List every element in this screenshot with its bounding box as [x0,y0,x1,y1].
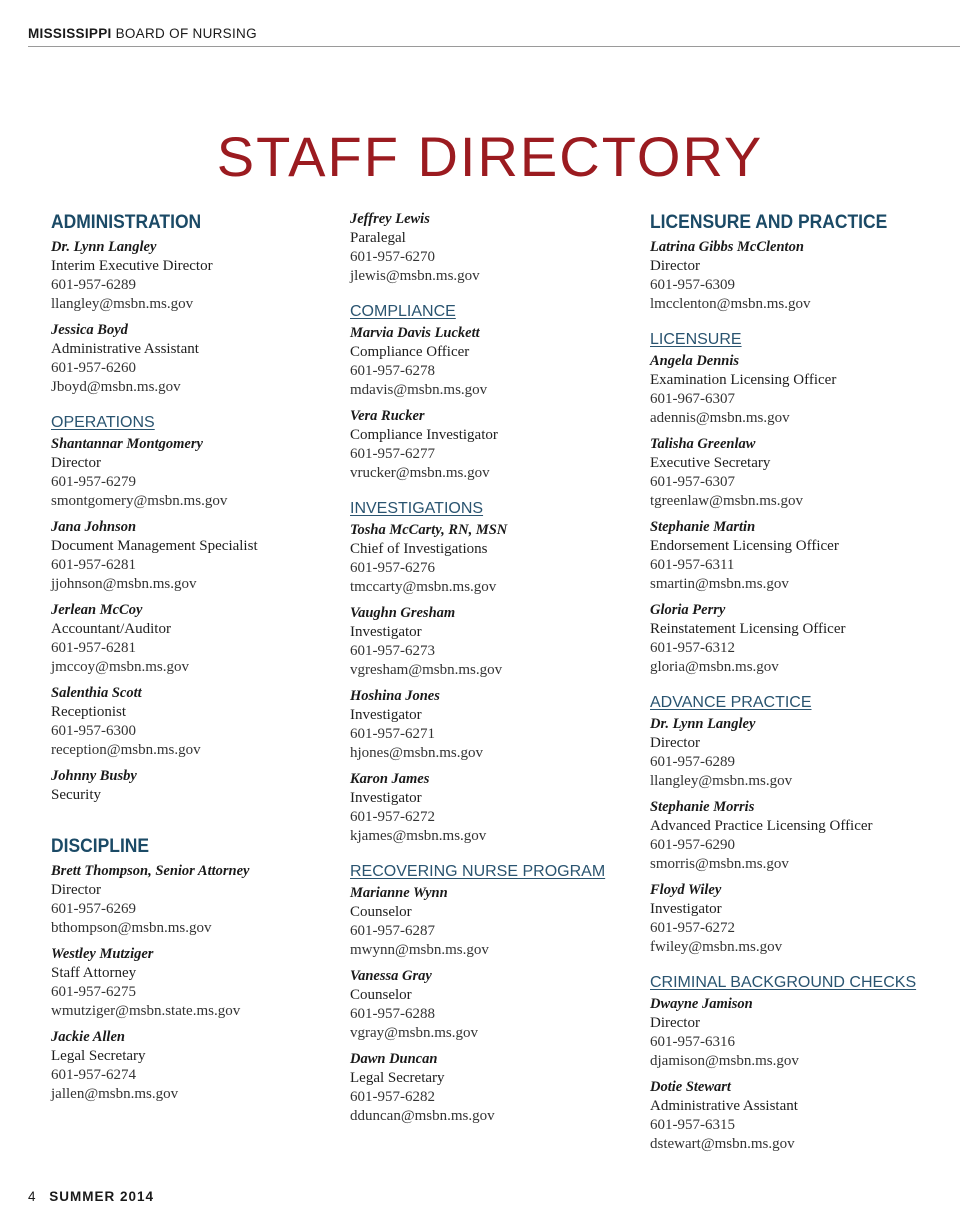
staff-phone: 601-957-6279 [51,474,136,490]
directory-section [350,210,640,286]
staff-email: jallen@msbn.ms.gov [51,1086,179,1102]
staff-email: smorris@msbn.ms.gov [650,856,789,872]
staff-role: Staff Attorney [51,965,137,981]
masthead [0,0,960,47]
staff-name: Jerlean McCoy [51,602,143,618]
staff-entry [51,601,341,677]
subsection-heading: INVESTIGATIONS [350,500,484,517]
staff-phone: 601-957-6315 [650,1117,735,1133]
staff-entry [350,210,640,286]
brand-bold: MISSISSIPPI [28,26,112,41]
staff-name: Jana Johnson [51,519,137,535]
subsection-heading: RECOVERING NURSE PROGRAM [350,863,606,880]
staff-name: Westley Mutziger [51,946,154,962]
staff-name: Salenthia Scott [51,685,142,701]
staff-entry [650,518,950,594]
staff-entry [350,967,640,1043]
staff-role: Counselor [350,987,412,1003]
staff-role: Executive Secretary [650,455,771,471]
staff-role: Security [51,787,101,803]
staff-name: Johnny Busby [51,768,137,784]
staff-phone: 601-967-6307 [650,391,735,407]
staff-entry [650,881,950,957]
staff-email: adennis@msbn.ms.gov [650,410,790,426]
staff-role: Advanced Practice Licensing Officer [650,818,873,834]
directory-section [51,210,341,397]
staff-role: Interim Executive Director [51,258,213,274]
staff-email: vgray@msbn.ms.gov [350,1025,478,1041]
staff-name: Talisha Greenlaw [650,436,756,452]
directory-column-1 [51,210,341,1111]
directory-section [650,972,950,1154]
staff-phone: 601-957-6282 [350,1089,435,1105]
staff-email: tgreenlaw@msbn.ms.gov [650,493,803,509]
staff-role: Chief of Investigations [350,541,488,557]
staff-role: Investigator [650,901,722,917]
staff-email: tmccarty@msbn.ms.gov [350,579,497,595]
staff-name: Marvia Davis Luckett [350,325,480,341]
staff-email: gloria@msbn.ms.gov [650,659,779,675]
staff-name: Dawn Duncan [350,1051,438,1067]
staff-entry [51,862,341,938]
staff-email: dduncan@msbn.ms.gov [350,1108,495,1124]
staff-entry [350,521,640,597]
staff-entry [650,352,950,428]
staff-name: Jackie Allen [51,1029,125,1045]
staff-entry [51,767,341,805]
staff-role: Paralegal [350,230,406,246]
staff-name: Karon James [350,771,430,787]
staff-name: Vera Rucker [350,408,425,424]
page-number: 4 [28,1189,36,1204]
staff-name: Gloria Perry [650,602,726,618]
staff-entry [51,518,341,594]
staff-role: Director [51,455,101,471]
staff-email: mwynn@msbn.ms.gov [350,942,489,958]
staff-phone: 601-957-6309 [650,277,735,293]
staff-phone: 601-957-6288 [350,1006,435,1022]
staff-name: Stephanie Martin [650,519,756,535]
staff-phone: 601-957-6316 [650,1034,735,1050]
staff-email: lmcclenton@msbn.ms.gov [650,296,811,312]
staff-phone: 601-957-6270 [350,249,435,265]
staff-email: hjones@msbn.ms.gov [350,745,483,761]
staff-entry [650,601,950,677]
staff-role: Counselor [350,904,412,920]
directory-section [350,301,640,483]
staff-role: Director [51,882,101,898]
staff-email: fwiley@msbn.ms.gov [650,939,783,955]
staff-entry [350,770,640,846]
brand-rest: BOARD OF NURSING [115,26,257,41]
staff-email: mdavis@msbn.ms.gov [350,382,488,398]
staff-email: llangley@msbn.ms.gov [51,296,194,312]
staff-entry [51,238,341,314]
issue-label: SUMMER 2014 [49,1189,155,1204]
staff-role: Director [650,258,700,274]
staff-role: Compliance Officer [350,344,470,360]
staff-phone: 601-957-6281 [51,557,136,573]
staff-role: Reinstatement Licensing Officer [650,621,846,637]
directory-section [650,329,950,677]
staff-name: Hoshina Jones [350,688,440,704]
staff-entry [51,945,341,1021]
staff-role: Compliance Investigator [350,427,498,443]
staff-phone: 601-957-6311 [650,557,735,573]
staff-name: Floyd Wiley [650,882,722,898]
staff-entry [350,1050,640,1126]
staff-role: Endorsement Licensing Officer [650,538,839,554]
staff-phone: 601-957-6307 [650,474,735,490]
staff-email: wmutziger@msbn.state.ms.gov [51,1003,241,1019]
directory-column-2 [350,210,640,1133]
staff-email: bthompson@msbn.ms.gov [51,920,212,936]
page-title: STAFF DIRECTORY [216,125,764,188]
staff-phone: 601-957-6287 [350,923,435,939]
staff-entry [51,1028,341,1104]
staff-role: Legal Secretary [51,1048,146,1064]
staff-entry [350,884,640,960]
staff-name: Dr. Lynn Langley [650,716,756,732]
staff-phone: 601-957-6278 [350,363,435,379]
directory-section [51,412,341,805]
staff-phone: 601-957-6300 [51,723,136,739]
staff-role: Investigator [350,624,422,640]
section-heading: DISCIPLINE [51,836,150,857]
staff-role: Director [650,735,700,751]
staff-name: Marianne Wynn [350,885,448,901]
staff-entry [650,995,950,1071]
staff-name: Dwayne Jamison [650,996,753,1012]
staff-entry [650,238,950,314]
staff-name: Shantannar Montgomery [51,436,203,452]
staff-name: Latrina Gibbs McClenton [650,239,804,255]
staff-name: Stephanie Morris [650,799,755,815]
staff-name: Angela Dennis [650,353,740,369]
staff-entry [350,407,640,483]
staff-phone: 601-957-6289 [51,277,136,293]
staff-phone: 601-957-6277 [350,446,435,462]
staff-phone: 601-957-6271 [350,726,435,742]
staff-name: Tosha McCarty, RN, MSN [350,522,508,538]
subsection-heading: OPERATIONS [51,414,155,431]
directory-section [650,210,950,314]
staff-role: Accountant/Auditor [51,621,171,637]
staff-phone: 601-957-6272 [350,809,435,825]
staff-email: kjames@msbn.ms.gov [350,828,487,844]
subsection-heading: ADVANCE PRACTICE [650,694,812,711]
staff-role: Receptionist [51,704,126,720]
page-footer [28,1189,154,1204]
staff-role: Director [650,1015,700,1031]
staff-role: Administrative Assistant [51,341,199,357]
subsection-heading: COMPLIANCE [350,303,456,320]
directory-section [350,498,640,846]
subsection-heading: CRIMINAL BACKGROUND CHECKS [650,974,917,991]
staff-phone: 601-957-6290 [650,837,735,853]
staff-role: Document Management Specialist [51,538,258,554]
staff-name: Dotie Stewart [650,1079,731,1095]
staff-email: Jboyd@msbn.ms.gov [51,379,181,395]
staff-role: Investigator [350,790,422,806]
staff-phone: 601-957-6275 [51,984,136,1000]
staff-phone: 601-957-6272 [650,920,735,936]
directory-section [350,861,640,1126]
section-heading: ADMINISTRATION [51,212,202,233]
staff-phone: 601-957-6312 [650,640,735,656]
directory-section [650,692,950,957]
staff-email: smartin@msbn.ms.gov [650,576,789,592]
staff-entry [51,684,341,760]
staff-name: Vanessa Gray [350,968,432,984]
staff-name: Dr. Lynn Langley [51,239,157,255]
staff-name: Jessica Boyd [51,322,128,338]
staff-name: Jeffrey Lewis [350,211,430,227]
staff-entry [650,1078,950,1154]
staff-entry [51,435,341,511]
directory-section [51,834,341,1104]
publication-brand [28,26,257,41]
staff-phone: 601-957-6276 [350,560,435,576]
staff-email: jlewis@msbn.ms.gov [350,268,480,284]
staff-name: Vaughn Gresham [350,605,456,621]
staff-phone: 601-957-6260 [51,360,136,376]
staff-entry [350,324,640,400]
directory-column-3 [650,210,950,1161]
staff-entry [350,604,640,680]
staff-email: llangley@msbn.ms.gov [650,773,793,789]
masthead-rule [28,46,960,47]
staff-role: Administrative Assistant [650,1098,798,1114]
staff-email: vgresham@msbn.ms.gov [350,662,503,678]
staff-email: djamison@msbn.ms.gov [650,1053,799,1069]
staff-email: jjohnson@msbn.ms.gov [51,576,197,592]
staff-email: jmccoy@msbn.ms.gov [51,659,189,675]
staff-role: Examination Licensing Officer [650,372,837,388]
staff-phone: 601-957-6273 [350,643,435,659]
staff-entry [650,715,950,791]
staff-entry [51,321,341,397]
staff-phone: 601-957-6269 [51,901,136,917]
staff-phone: 601-957-6289 [650,754,735,770]
staff-entry [350,687,640,763]
section-heading: LICENSURE AND PRACTICE [650,212,888,233]
staff-role: Investigator [350,707,422,723]
subsection-heading: LICENSURE [650,331,742,348]
staff-entry [650,435,950,511]
staff-name: Brett Thompson, Senior Attorney [51,863,250,879]
staff-entry [650,798,950,874]
staff-email: reception@msbn.ms.gov [51,742,201,758]
staff-email: vrucker@msbn.ms.gov [350,465,490,481]
staff-email: dstewart@msbn.ms.gov [650,1136,795,1152]
staff-email: smontgomery@msbn.ms.gov [51,493,228,509]
staff-phone: 601-957-6281 [51,640,136,656]
staff-phone: 601-957-6274 [51,1067,136,1083]
staff-role: Legal Secretary [350,1070,445,1086]
